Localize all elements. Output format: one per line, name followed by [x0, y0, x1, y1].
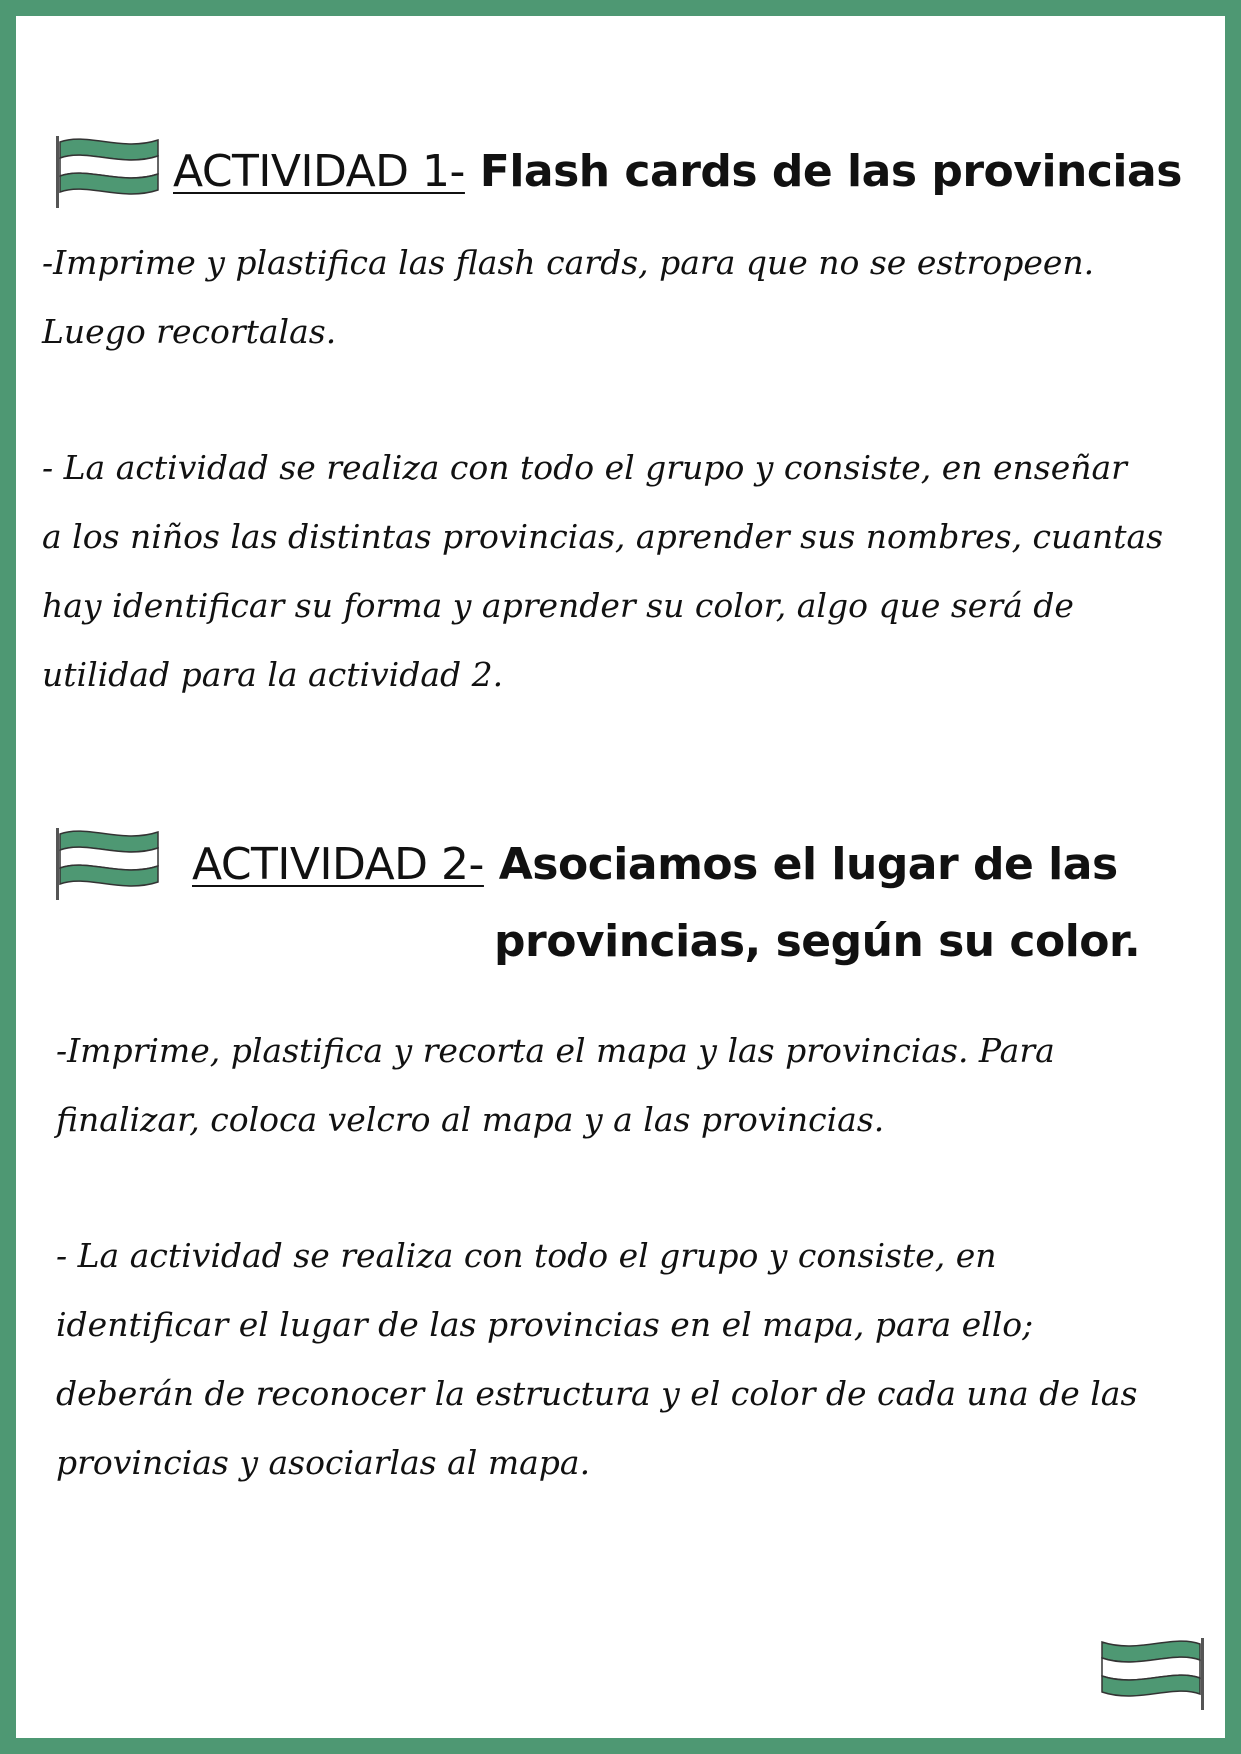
activity2-title [192, 839, 1118, 890]
activity1-instructions [42, 228, 1094, 366]
activity2-title-lead: ACTIVIDAD 2- [192, 839, 484, 890]
text-line: hay identificar su forma y aprender su color, algo que será de [42, 586, 1074, 625]
activity1-title-rest: Flash cards de las provincias [464, 146, 1182, 197]
text-line: a los niños las distintas provincias, aprender sus nombres, cuantas [42, 517, 1164, 556]
activity2-instructions [56, 1016, 1055, 1154]
andalusia-flag-icon [1098, 1636, 1208, 1714]
text-line: - La actividad se realiza con todo el grupo y consiste, en enseñar [42, 448, 1127, 487]
text-line: finalizar, coloca velcro al mapa y a las provincias. [56, 1100, 885, 1139]
text-line: -Imprime y plastifica las flash cards, para que no se estropeen. [42, 243, 1095, 282]
activity2-title-line2: provincias, según su color. [494, 916, 1141, 967]
text-line: provincias y asociarlas al mapa. [56, 1443, 591, 1482]
activity1-description [42, 433, 1163, 709]
activity1-title-lead: ACTIVIDAD 1- [173, 146, 465, 197]
text-line: identificar el lugar de las provincias en el mapa, para ello; [56, 1305, 1034, 1344]
text-line: Luego recortalas. [42, 312, 337, 351]
activity1-title [173, 146, 1182, 197]
text-line: - La actividad se realiza con todo el grupo y consiste, en [56, 1236, 997, 1275]
activity2-title-rest: Asociamos el lugar de las [483, 839, 1118, 890]
andalusia-flag-icon [52, 134, 162, 212]
text-line: deberán de reconocer la estructura y el color de cada una de las [56, 1374, 1138, 1413]
andalusia-flag-icon [52, 826, 162, 904]
activity2-description [56, 1221, 1137, 1497]
text-line: utilidad para la actividad 2. [42, 655, 504, 694]
text-line: -Imprime, plastifica y recorta el mapa y las provincias. Para [56, 1031, 1055, 1070]
